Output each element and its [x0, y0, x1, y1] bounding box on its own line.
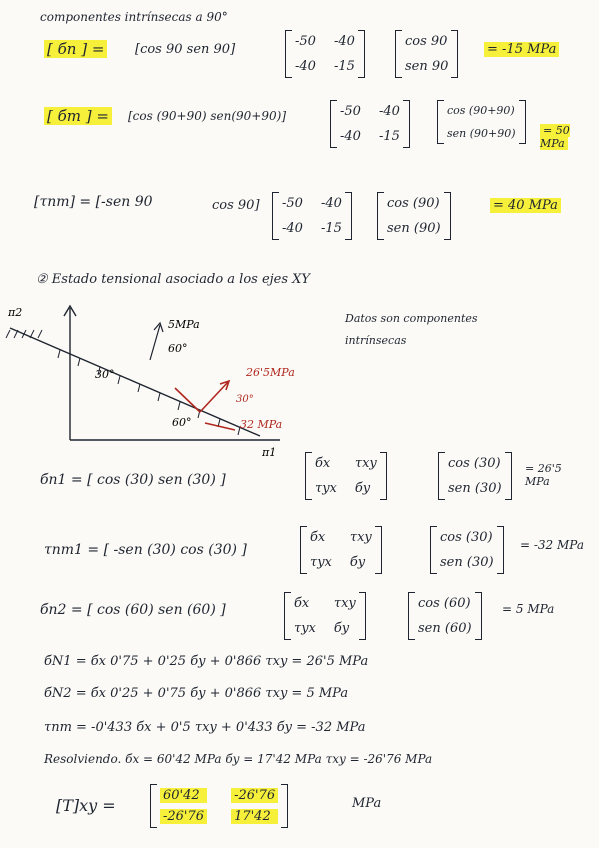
eq2-stress-matrix	[330, 100, 410, 148]
eq2-lhs	[44, 107, 112, 125]
eq1-stress-matrix	[285, 30, 365, 78]
cell: бx	[315, 456, 331, 471]
system-line: бN2 = бx 0'25 + 0'75 бy + 0'866 τxy = 5 MPa	[44, 686, 349, 701]
pi1-label: π1	[262, 446, 277, 459]
final-unit: MPa	[352, 796, 382, 811]
tau-component	[205, 423, 235, 430]
cell: бy	[349, 555, 366, 570]
cell: -40	[320, 196, 342, 211]
eq6-stress-matrix	[284, 592, 366, 640]
eq5-vector	[430, 526, 504, 574]
cell: -40	[295, 59, 316, 74]
cell: cos (30)	[440, 530, 493, 545]
cell: -15	[333, 59, 355, 74]
cell: бy	[354, 481, 371, 496]
eq1-result-highlight: = -15 MPa	[484, 42, 559, 57]
inclined-plane	[10, 328, 260, 436]
system-line: бN1 = бx 0'75 + 0'25 бy + 0'866 τxy = 26'5 MPa	[44, 654, 369, 669]
section2-note-1: Datos son componentes	[345, 312, 478, 325]
cell: -26'76	[160, 809, 207, 824]
cell: -50	[340, 104, 361, 119]
system-line: Resolviendo. бx = 60'42 MPa бy = 17'42 MPa τxy = -26'76 MPa	[44, 752, 433, 766]
cell: cos (90)	[387, 196, 440, 211]
header-note: componentes intrínsecas a 90°	[40, 10, 228, 24]
cell: -40	[333, 34, 355, 49]
cell: τxy	[349, 530, 372, 545]
eq4-stress-matrix	[305, 452, 387, 500]
cell: 60'42	[160, 788, 207, 803]
cell: -15	[320, 221, 342, 236]
eq2-vector	[437, 100, 526, 144]
angle-30-left: 30°	[95, 368, 115, 381]
angle-30-right: 30°	[236, 394, 254, 405]
cell: cos (90+90)	[447, 104, 515, 117]
eq1-vector	[395, 30, 458, 78]
section2-note-2: intrínsecas	[345, 334, 407, 347]
eq4-result: = 26'5 MPa	[525, 462, 562, 488]
eq1-row: [cos 90 sen 90]	[135, 42, 236, 57]
cell: бy	[333, 621, 350, 636]
cell: τyx	[315, 481, 337, 496]
eq5-result: = -32 MPa	[520, 538, 584, 552]
cell: sen (60)	[418, 621, 472, 636]
tau-label: 32 MPa	[240, 418, 283, 431]
sigma-label: 26'5MPa	[246, 366, 295, 379]
eq1-result	[484, 42, 559, 57]
eq6-lhs: бn2 = [ cos (60) sen (60) ]	[40, 602, 226, 618]
cell: τxy	[354, 456, 377, 471]
cell: -40	[340, 129, 361, 144]
cell: cos (60)	[418, 596, 471, 611]
eq3-lhs: [τnm] = [-sen 90	[34, 194, 153, 210]
final-stress-matrix	[150, 784, 288, 828]
cell: cos (30)	[448, 456, 501, 471]
eq3-stress-matrix	[272, 192, 352, 240]
stress-diagram	[0, 300, 330, 460]
eq6-vector	[408, 592, 482, 640]
eq2-lhs-highlight: [ бm ] =	[44, 107, 112, 125]
sigma-arrow	[200, 382, 228, 412]
cell: τyx	[294, 621, 316, 636]
eq4-vector	[438, 452, 512, 500]
cell: -15	[378, 129, 400, 144]
angle-60-top: 60°	[168, 342, 188, 355]
eq1-lhs	[44, 40, 107, 58]
hatch-plane	[58, 350, 240, 435]
eq5-lhs: τnm1 = [ -sen (30) cos (30) ]	[44, 542, 247, 558]
load-label: 5MPa	[168, 318, 200, 331]
angle-60-bottom: 60°	[172, 416, 192, 429]
load-arrow	[150, 325, 160, 360]
system-line: τnm = -0'433 бx + 0'5 τxy + 0'433 бy = -32 MPa	[44, 720, 366, 735]
eq6-result: = 5 MPa	[502, 602, 555, 616]
eq3-result-highlight: = 40 MPa	[490, 198, 561, 213]
eq2-row: [cos (90+90) sen(90+90)]	[128, 109, 286, 123]
eq2-result-highlight: = 50 MPa	[540, 124, 570, 150]
final-lhs: [T]xy =	[56, 796, 116, 815]
pi2-label: π2	[8, 306, 23, 319]
cell: -26'76	[231, 788, 278, 803]
cell: cos 90	[405, 34, 448, 49]
cell: -40	[378, 104, 400, 119]
cell: sen (90+90)	[447, 127, 516, 140]
eq4-lhs: бn1 = [ cos (30) sen (30) ]	[40, 472, 226, 488]
cell: 17'42	[231, 809, 278, 824]
cell: τxy	[333, 596, 356, 611]
eq3-row: cos 90]	[212, 198, 260, 213]
cell: -40	[282, 221, 303, 236]
cell: sen (30)	[448, 481, 502, 496]
cell: τyx	[310, 555, 332, 570]
eq5-stress-matrix	[300, 526, 382, 574]
eq2-result	[540, 124, 590, 150]
cell: -50	[295, 34, 316, 49]
cell: sen (90)	[387, 221, 441, 236]
cell: sen (30)	[440, 555, 494, 570]
cell: sen 90	[405, 59, 449, 74]
cell: бx	[310, 530, 326, 545]
eq1-lhs-highlight: [ бn ] =	[44, 40, 107, 58]
cell: -50	[282, 196, 303, 211]
section2-title: ② Estado tensional asociado a los ejes XY	[36, 272, 311, 287]
cell: бx	[294, 596, 310, 611]
eq3-result	[490, 198, 561, 213]
eq3-vector	[377, 192, 451, 240]
